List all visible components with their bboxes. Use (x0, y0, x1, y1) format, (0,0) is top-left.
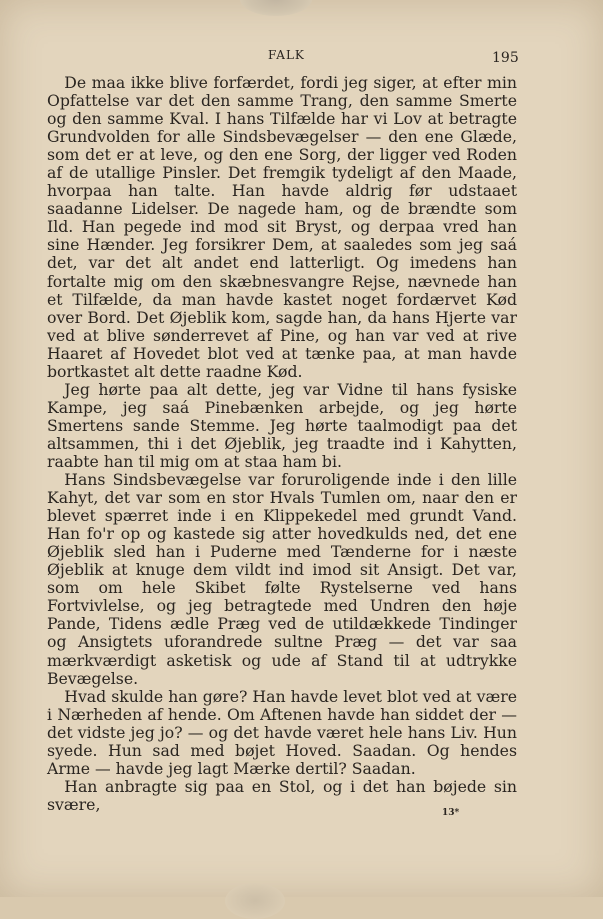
page-damage-bottom (225, 883, 285, 919)
signature-mark: 13* (442, 808, 460, 818)
page-header (0, 48, 603, 68)
running-head: FALK (268, 48, 305, 62)
paragraph: Han anbragte sig paa en Stol, og i det han bøjede sin svære, (47, 776, 517, 814)
paragraph: Hans Sindsbevægelse var foruroligende inde i den lille Kahyt, det var som en stor Hvals Tumlen om, naar den er blevet spærret inde i en Klippekedel med grundt Vand. Han fo'r op og kastede sig atter hovedkulds ned, det ene Øjeblik sled han i Puderne med Tænderne for i næste Øjeblik at knuge dem vildt ind imod sit Ansigt. Det var, som om hele Skibet følte Rystelserne ved hans Fortvivlelse, og jeg betragtede med Undren den høje Pande, Tidens ædle Præg ved de utildækkede Tindinger og Ansigtets uforandrede sultne Præg — det var saa mærkværdigt asketisk og ude af Stand til at udtrykke Bevægelse. (47, 470, 517, 688)
page-number: 195 (492, 50, 519, 66)
body-text (47, 74, 517, 814)
paragraph: Hvad skulde han gøre? Han havde levet blot ved at være i Nærheden af hende. Om Aftenen havde han siddet der — det vidste jeg jo? — og det havde været hele hans Liv. Hun syede. Hun sad med bøjet Hoved. Saadan. Og hendes Arme — havde jeg lagt Mærke dertil? Saadan. (47, 686, 517, 778)
paragraph: De maa ikke blive forfærdet, fordi jeg siger, at efter min Opfattelse var det den samme Trang, den samme Smerte og den samme Kval. I hans Tilfælde har vi Lov at betragte Grundvolden for alle Sindsbevægelser — den ene Glæde, som det er at leve, og den ene Sorg, der ligger ved Roden af de utallige Pinsler. Det fremgik tydeligt af den Maade, hvorpaa han talte. Han havde aldrig før udstaaet saadanne Lidelser. De nagede ham, og de brændte som Ild. Han pegede ind mod sit Bryst, og derpaa vred han sine Hænder. Jeg forsikrer Dem, at saaledes som jeg saá det, var det alt andet end latterligt. Og imedens han fortalte mig om den skæbnesvangre Rejse, nævnede han et Tilfælde, da man havde kastet noget fordærvet Kød over Bord. Det Øjeblik kom, sagde han, da hans Hjerte var ved at blive sønderrevet af Pine, og han var ved at rive Haaret af Hovedet blot ved at tænke paa, at man havde bortkastet alt dette raadne Kød. (47, 73, 517, 381)
page-damage-top (240, 0, 312, 16)
paragraph: Jeg hørte paa alt dette, jeg var Vidne til hans fysiske Kampe, jeg saá Pinebænken arbejde, og jeg hørte Smertens sande Stemme. Jeg hørte taalmodigt paa det altsammen, thi i det Øjeblik, jeg traadte ind i Kahytten, raabte han til mig om at staa ham bi. (47, 379, 517, 471)
